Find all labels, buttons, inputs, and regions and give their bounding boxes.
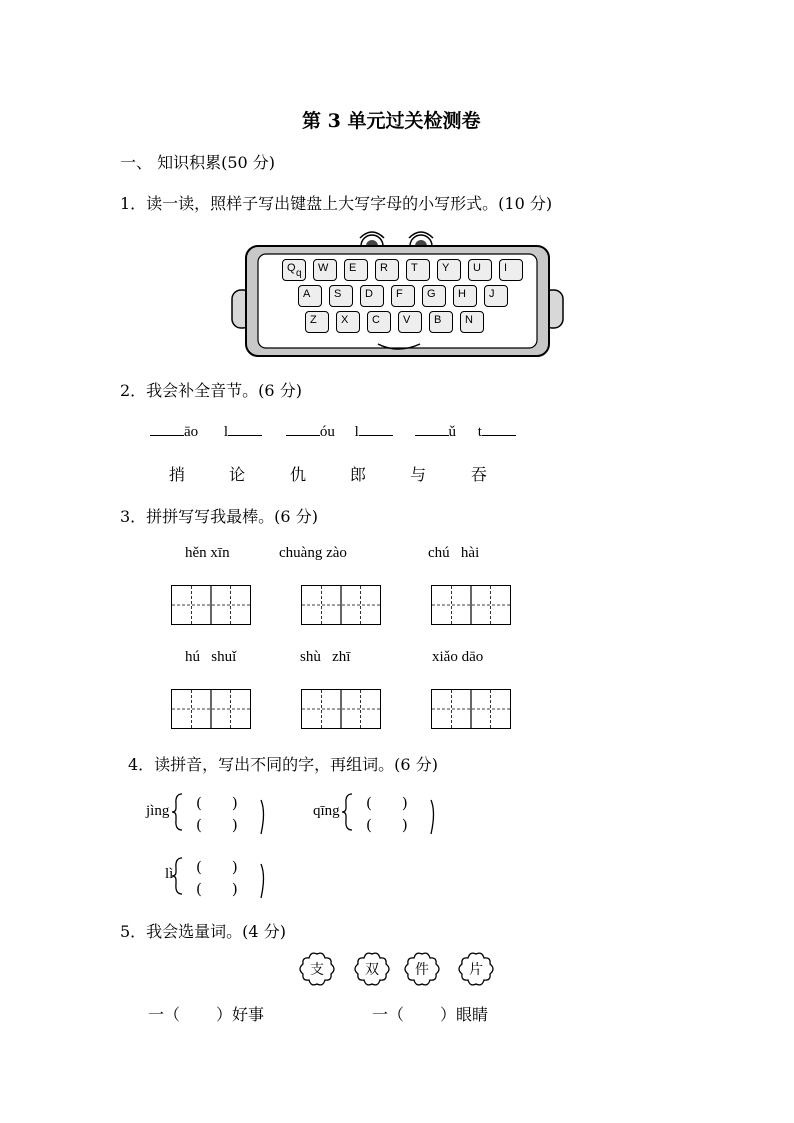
question-5: 5．我会选量词。(4 分) — [120, 922, 286, 941]
fill-suffix: ）好事 — [216, 1005, 265, 1024]
keyboard-illustration — [230, 226, 565, 358]
measure-word: 片 — [469, 962, 483, 978]
grid-lines — [172, 690, 250, 728]
key-h[interactable] — [453, 285, 477, 307]
key-w[interactable] — [313, 259, 337, 281]
key-label: J — [489, 288, 495, 300]
flower-word-card[interactable] — [354, 951, 390, 987]
pinyin-prompt: qīng — [313, 803, 340, 819]
writing-grid[interactable] — [301, 585, 381, 625]
key-j[interactable] — [484, 285, 508, 307]
fill-suffix: ）眼睛 — [440, 1005, 489, 1024]
key-r[interactable] — [375, 259, 399, 281]
key-label: Y — [442, 262, 450, 274]
key-x[interactable] — [336, 311, 360, 333]
fill-item-1 — [148, 1002, 264, 1025]
key-a[interactable] — [298, 285, 322, 307]
writing-grid[interactable] — [171, 585, 251, 625]
key-q[interactable] — [282, 259, 306, 281]
writing-grid[interactable] — [301, 689, 381, 729]
blank-line[interactable] — [482, 421, 516, 436]
key-y[interactable] — [437, 259, 461, 281]
char-2: 论 — [229, 465, 246, 484]
syllable: ǔ — [448, 424, 457, 440]
syllable: l — [223, 424, 229, 440]
key-e[interactable] — [344, 259, 368, 281]
key-label: R — [380, 262, 388, 274]
key-b[interactable] — [429, 311, 453, 333]
writing-grid[interactable] — [431, 689, 511, 729]
key-label: G — [427, 288, 436, 300]
blank-line[interactable] — [359, 421, 393, 436]
pinyin-prompt: lì — [165, 866, 174, 882]
key-label: S — [334, 288, 342, 300]
measure-word: 支 — [310, 962, 324, 978]
flower-word-card[interactable] — [299, 951, 335, 987]
answer-paren[interactable]: ( ) — [366, 794, 408, 812]
syllable: óu — [319, 424, 335, 440]
question-3: 3．拼拼写写我最棒。(6 分) — [120, 507, 318, 526]
measure-word: 件 — [415, 962, 429, 978]
key-label: Z — [310, 314, 317, 326]
writing-grid[interactable] — [431, 585, 511, 625]
key-f[interactable] — [391, 285, 415, 307]
question-1: 1．读一读，照样子写出键盘上大写字母的小写形式。(10 分) — [120, 194, 553, 213]
answer-paren[interactable]: ( ) — [366, 816, 408, 834]
pinyin-label: hú shuǐ — [185, 649, 237, 665]
syllable: t — [477, 424, 482, 440]
question-4: 4．读拼音，写出不同的字，再组词。(6 分) — [128, 755, 438, 774]
key-t[interactable] — [406, 259, 430, 281]
blank-line[interactable] — [150, 421, 184, 436]
key-label: F — [396, 288, 403, 300]
grid-lines — [432, 586, 510, 624]
key-s[interactable] — [329, 285, 353, 307]
key-label: N — [465, 314, 473, 326]
grid-lines — [172, 586, 250, 624]
key-u[interactable] — [468, 259, 492, 281]
key-label: Q — [287, 262, 296, 274]
key-d[interactable] — [360, 285, 384, 307]
key-c[interactable] — [367, 311, 391, 333]
answer-paren[interactable]: ( ) — [196, 794, 238, 812]
flower-word-card[interactable] — [404, 951, 440, 987]
key-label: H — [458, 288, 466, 300]
flower-word-card[interactable] — [458, 951, 494, 987]
key-label: E — [349, 262, 357, 274]
answer-paren[interactable]: ( ) — [196, 816, 238, 834]
char-3: 仇 — [290, 465, 307, 484]
fill-prefix: 一（ — [148, 1005, 181, 1024]
key-label: W — [318, 262, 329, 274]
blank-line[interactable] — [415, 421, 449, 436]
page-title: 第 3 单元过关检测卷 — [302, 110, 481, 132]
fill-prefix: 一（ — [372, 1005, 405, 1024]
key-label: I — [504, 262, 508, 274]
key-label: D — [365, 288, 373, 300]
answer-paren[interactable]: ( ) — [196, 858, 238, 876]
grid-lines — [302, 690, 380, 728]
writing-grid[interactable] — [171, 689, 251, 729]
fill-item-2 — [372, 1002, 488, 1025]
char-4: 郎 — [350, 465, 367, 484]
key-n[interactable] — [460, 311, 484, 333]
measure-word: 双 — [365, 962, 379, 978]
key-i[interactable] — [499, 259, 523, 281]
key-label: T — [411, 262, 418, 274]
pinyin-prompt: jìng — [146, 803, 170, 819]
key-g[interactable] — [422, 285, 446, 307]
question-2: 2．我会补全音节。(6 分) — [120, 381, 302, 400]
pinyin-label: chuàng zào — [279, 545, 347, 561]
pinyin-label: shù zhī — [300, 649, 351, 665]
key-z[interactable] — [305, 311, 329, 333]
char-6: 吞 — [471, 465, 488, 484]
key-label: B — [434, 314, 442, 326]
blank-line[interactable] — [286, 421, 320, 436]
blank-line[interactable] — [228, 421, 262, 436]
key-label: X — [341, 314, 349, 326]
key-label: C — [372, 314, 380, 326]
pinyin-label: chú hài — [428, 545, 480, 561]
key-label: U — [473, 262, 481, 274]
section-heading: 一、 知识积累(50 分) — [120, 153, 276, 172]
key-label: V — [403, 314, 411, 326]
pinyin-label: xiǎo dāo — [432, 649, 484, 665]
key-label: A — [303, 288, 311, 300]
grid-lines — [432, 690, 510, 728]
syllable-row — [150, 421, 516, 441]
syllable: l — [354, 424, 359, 440]
syllable: āo — [184, 424, 199, 440]
key-v[interactable] — [398, 311, 422, 333]
pinyin-label: hěn xīn — [185, 545, 230, 561]
answer-paren[interactable]: ( ) — [196, 880, 238, 898]
grid-lines — [302, 586, 380, 624]
key-example-lowercase: q — [296, 268, 302, 279]
char-1: 捎 — [169, 465, 186, 484]
char-5: 与 — [410, 465, 427, 484]
